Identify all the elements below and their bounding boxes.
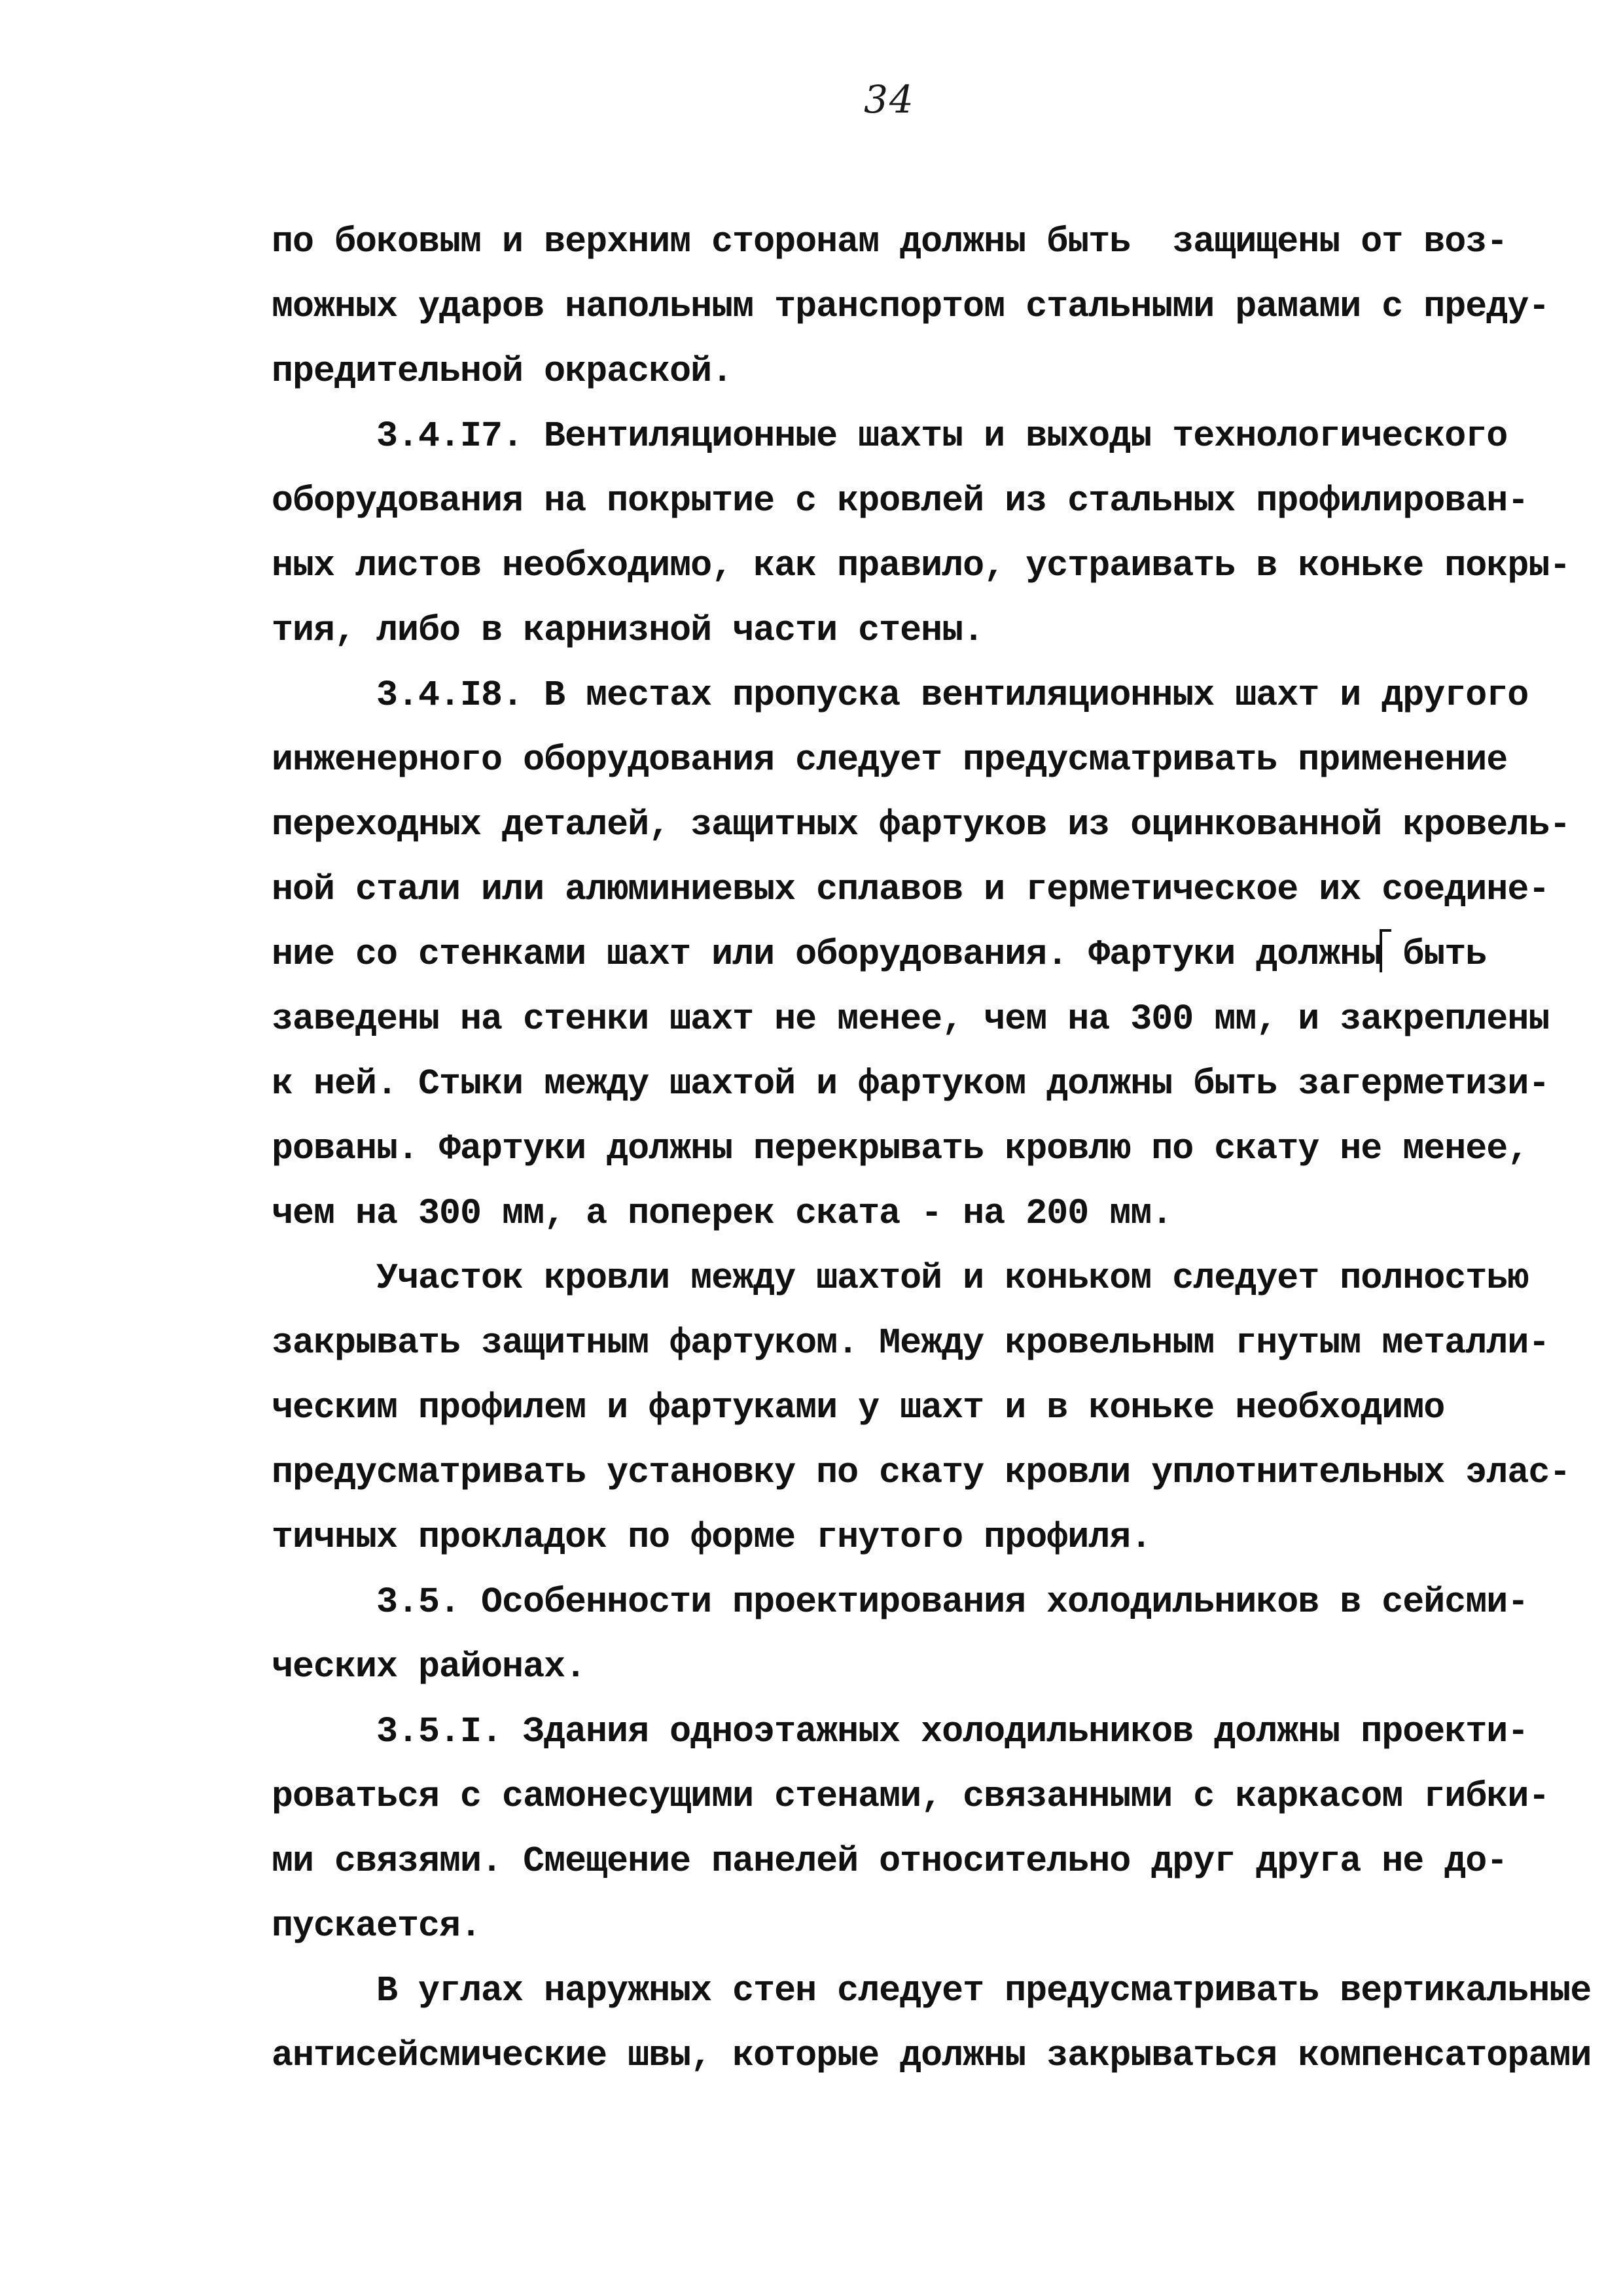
text-line: ческим профилем и фартуками у шахт и в коньке необходимо [272, 1387, 1445, 1428]
text-line: можных ударов напольным транспортом стальными рамами с преду- [272, 286, 1550, 327]
text-line: тичных прокладок по форме гнутого профиля. [272, 1517, 1152, 1558]
text-line: 3.5. Особенности проектирования холодильников в сейсми- [376, 1581, 1529, 1623]
text-line: предусматривать установку по скату кровли уплотнительных элас- [272, 1452, 1571, 1493]
text-line: 3.5.I. Здания одноэтажных холодильников должны проекти- [376, 1711, 1529, 1752]
text-line: рованы. Фартуки должны перекрывать кровлю по скату не менее, [272, 1128, 1529, 1169]
text-line: к ней. Стыки между шахтой и фартуком должны быть загерметизи- [272, 1063, 1550, 1104]
text-line: оборудования на покрытие с кровлей из стальных профилирован- [272, 480, 1529, 521]
text-line: ной стали или алюминиевых сплавов и герметическое их соедине- [272, 869, 1550, 910]
insertion-mark [1380, 929, 1391, 972]
text-line: тия, либо в карнизной части стены. [272, 610, 984, 651]
text-line: антисейсмические швы, которые должны закрываться компенсаторами [272, 2035, 1592, 2076]
text-line: 3.4.I8. В местах пропуска вентиляционных шахт и другого [376, 675, 1529, 716]
text-line: В углах наружных стен следует предусматривать вертикальные [376, 1970, 1592, 2011]
text-line: ние со стенками шахт или оборудования. Фартуки должны быть [272, 934, 1487, 975]
text-line: чем на 300 мм, а поперек ската - на 200 мм. [272, 1193, 1173, 1234]
text-line: Участок кровли между шахтой и коньком следует полностью [376, 1258, 1529, 1299]
text-line: ческих районах. [272, 1646, 586, 1687]
text-line: ми связями. Смещение панелей относительно друг друга не до- [272, 1841, 1508, 1882]
text-line: заведены на стенки шахт не менее, чем на 300 мм, и закреплены [272, 998, 1550, 1040]
text-line: ных листов необходимо, как правило, устраивать в коньке покры- [272, 545, 1571, 586]
document-body [272, 209, 1592, 2088]
text-line: закрывать защитным фартуком. Между кровельным гнутым металли- [272, 1322, 1550, 1364]
text-line: по боковым и верхним сторонам должны быть защищены от воз- [272, 221, 1508, 262]
page-number: 34 [864, 77, 915, 122]
text-line: 3.4.I7. Вентиляционные шахты и выходы технологического [376, 415, 1508, 457]
text-line: пускается. [272, 1905, 482, 1947]
text-line: инженерного оборудования следует предусматривать применение [272, 739, 1508, 781]
text-line: переходных деталей, защитных фартуков из оцинкованной кровель- [272, 804, 1571, 845]
text-line: предительной окраской. [272, 351, 733, 392]
text-line: роваться с самонесущими стенами, связанными с каркасом гибки- [272, 1776, 1550, 1817]
